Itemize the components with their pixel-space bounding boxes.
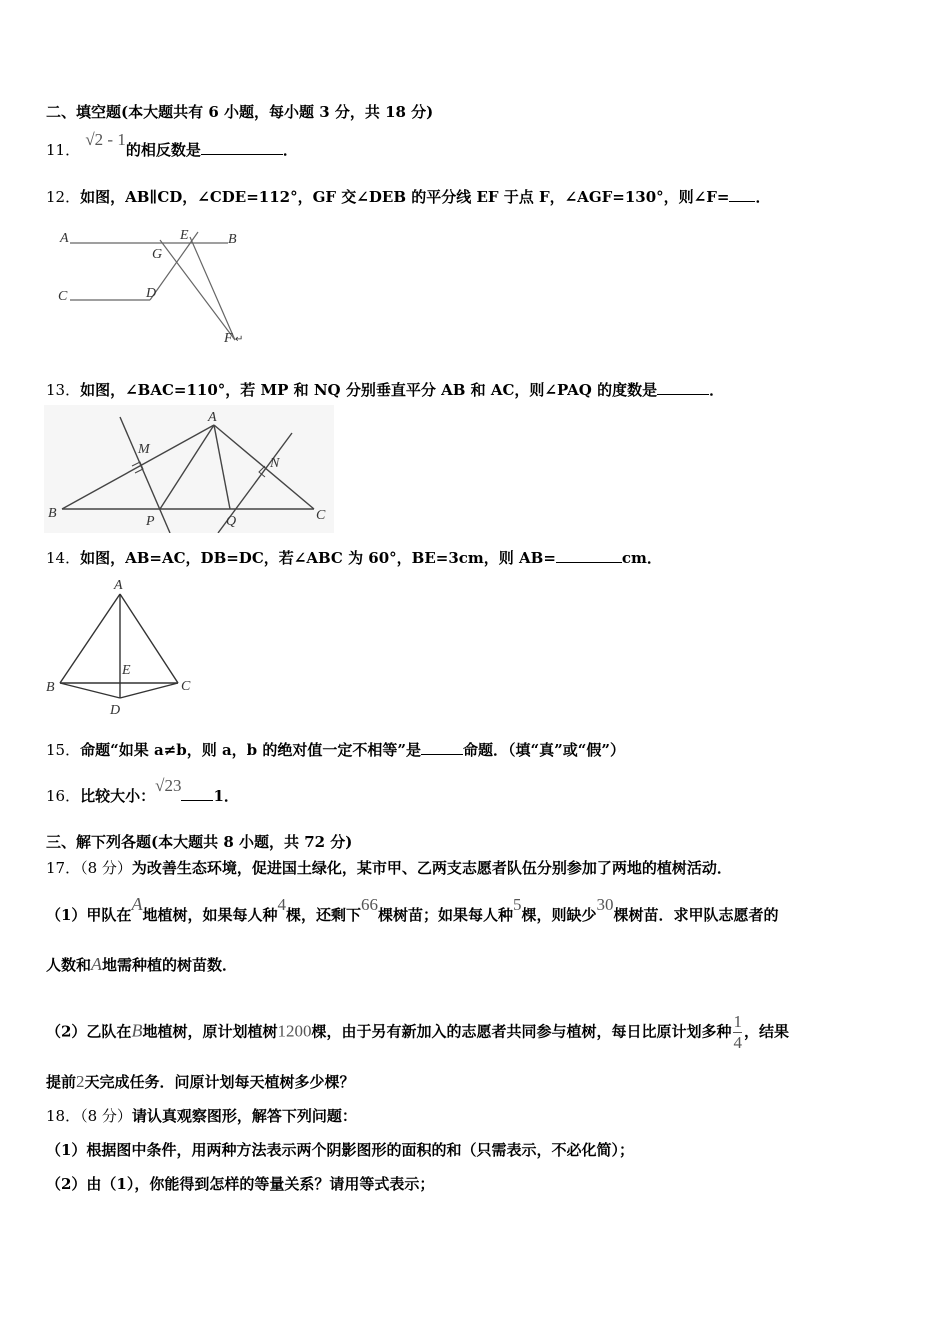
- q17-p1-c: 棵，还剩下: [285, 906, 361, 924]
- label-e: E: [180, 228, 189, 243]
- q17-var-a: A: [131, 894, 143, 914]
- q18-p1-text: （1）根据图中条件，用两种方法表示两个阴影图形的面积的和（只需表示，不必化简）；: [46, 1141, 634, 1159]
- question-15: [46, 740, 625, 760]
- q17-p2-a: （2）乙队在: [46, 1022, 132, 1041]
- q17-p1-line2b: 地需种植的树苗数．: [102, 956, 238, 974]
- q18-score: （8 分）: [80, 1107, 132, 1125]
- q17-num-66: 66: [360, 895, 378, 914]
- q11-text: 的相反数是: [125, 141, 201, 159]
- q12-answer-blank[interactable]: [729, 187, 755, 202]
- q12-text: 如图，AB∥CD，∠CDE=112°，GF 交∠DEB 的平分线 EF 于点 F，∠AGF=130°，则∠F=: [80, 188, 730, 206]
- q17-p2-b: 地植树，原计划植树: [142, 1022, 278, 1041]
- line-ab: [60, 594, 120, 683]
- q17-num-30: 30: [596, 895, 614, 914]
- q15-answer-blank[interactable]: [421, 740, 463, 755]
- q18-p2-text: （2）由（1），你能得到怎样的等量关系？请用等式表示；: [46, 1175, 435, 1193]
- figure-background: [44, 405, 334, 533]
- q17-p2-d: ，结果: [743, 1022, 789, 1041]
- q16-number: 16．: [46, 787, 81, 805]
- q16-end: 1．: [213, 787, 239, 805]
- line-cd: [120, 683, 178, 698]
- q17-frac-den: 4: [733, 1033, 742, 1052]
- label-m: M: [138, 442, 150, 457]
- q11-expression: √2 - 1: [85, 130, 126, 149]
- question-16: [46, 776, 239, 806]
- q17-num-2: 2: [76, 1072, 85, 1091]
- label-a: A: [208, 410, 217, 425]
- q14-answer-blank[interactable]: [556, 548, 622, 563]
- question-13: [46, 380, 724, 400]
- q16-text: 比较大小：: [80, 787, 156, 805]
- label-c: C: [58, 289, 68, 304]
- q17-num-1200: 1200: [277, 1021, 312, 1041]
- q12-end: ．: [755, 188, 771, 206]
- label-c: C: [181, 679, 191, 694]
- q18-part1: [46, 1140, 634, 1160]
- section2-heading-text: 二、填空题(本大题共有 6 小题，每小题 3 分，共 18 分): [46, 103, 434, 121]
- return-mark-icon: ↵: [235, 334, 244, 345]
- q17-var-a2: A: [91, 954, 103, 974]
- label-d: D: [110, 703, 121, 718]
- q13-figure: [44, 405, 334, 533]
- section3-heading-text: 三、解下列各题(本大题共 8 小题，共 72 分): [46, 833, 353, 851]
- label-c: C: [316, 508, 326, 523]
- label-q: Q: [226, 514, 237, 529]
- q13-text: 如图，∠BAC=110°，若 MP 和 NQ 分别垂直平分 AB 和 AC，则∠PAQ 的度数是: [80, 381, 658, 399]
- label-b: B: [228, 232, 237, 247]
- q15-end: 命题．（填“真”或“假”）: [463, 741, 626, 759]
- label-g: G: [152, 247, 163, 262]
- q17-p1-a: （1）甲队在: [46, 906, 132, 924]
- q17-p2-c: 棵，由于另有新加入的志愿者共同参与植树，每日比原计划多种: [311, 1022, 732, 1041]
- section2-heading: [46, 102, 433, 122]
- q17-fraction: [733, 1012, 742, 1053]
- label-b: B: [48, 506, 57, 521]
- q16-answer-blank[interactable]: [181, 786, 213, 801]
- q17-part2-line2: [46, 1072, 355, 1092]
- label-b: B: [46, 680, 55, 695]
- q11-end: ．: [282, 141, 298, 159]
- q17-var-b: B: [131, 1020, 143, 1041]
- label-d: D: [146, 286, 157, 301]
- question-14: [46, 548, 662, 568]
- q13-end: ．: [709, 381, 725, 399]
- q13-number: 13．: [46, 381, 81, 399]
- q18-part2: [46, 1174, 434, 1194]
- q17-part1-line1: [46, 894, 779, 925]
- q18-number: 18．: [46, 1107, 81, 1125]
- label-e: E: [122, 663, 131, 678]
- q16-expression: √23: [155, 776, 182, 795]
- q17-p2-line2a: 提前: [46, 1073, 77, 1091]
- q17-p1-e: 棵，则缺少: [521, 906, 597, 924]
- q17-part1-line2: [46, 954, 237, 975]
- q17-num-5: 5: [513, 895, 522, 914]
- q17-intro: 为改善生态环境，促进国土绿化，某市甲、乙两支志愿者队伍分别参加了两地的植树活动．: [131, 859, 732, 877]
- line-de: [150, 232, 198, 300]
- q11-answer-blank[interactable]: [201, 140, 283, 155]
- q17-p1-f: 棵树苗．求甲队志愿者的: [613, 906, 779, 924]
- q14-number: 14．: [46, 549, 81, 567]
- q17-p1-d: 棵树苗；如果每人种: [377, 906, 513, 924]
- label-p: P: [146, 514, 155, 529]
- q11-number: 11．: [46, 141, 81, 159]
- q17-num-4: 4: [277, 895, 286, 914]
- q12-number: 12．: [46, 188, 81, 206]
- q14-end: cm．: [621, 549, 662, 567]
- q17-p2-line2b: 天完成任务．问原计划每天植树多少棵？: [84, 1073, 355, 1091]
- q17-frac-num: 1: [733, 1012, 742, 1031]
- q18-intro: 请认真观察图形，解答下列问题：: [131, 1107, 357, 1125]
- q17-p1-b: 地植树，如果每人种: [142, 906, 278, 924]
- label-f: F: [224, 331, 233, 346]
- line-bd: [60, 683, 120, 698]
- question-17: [46, 858, 732, 878]
- q17-number: 17．: [46, 859, 81, 877]
- q15-number: 15．: [46, 741, 81, 759]
- q17-part2-line1: [46, 1012, 789, 1053]
- q13-answer-blank[interactable]: [657, 380, 709, 395]
- question-18: [46, 1106, 357, 1126]
- label-a: A: [114, 578, 123, 593]
- q17-score: （8 分）: [80, 859, 132, 877]
- label-a: A: [60, 231, 69, 246]
- section3-heading: [46, 832, 352, 852]
- q15-text: 命题“如果 a≠b，则 a，b 的绝对值一定不相等”是: [80, 741, 422, 759]
- q12-figure: [50, 222, 250, 350]
- q17-p1-line2a: 人数和: [46, 956, 92, 974]
- q14-figure: [42, 576, 202, 720]
- question-11: [46, 130, 298, 160]
- label-n: N: [270, 456, 280, 471]
- question-12: [46, 187, 770, 207]
- q14-text: 如图，AB=AC，DB=DC，若∠ABC 为 60°，BE=3cm，则 AB=: [80, 549, 556, 567]
